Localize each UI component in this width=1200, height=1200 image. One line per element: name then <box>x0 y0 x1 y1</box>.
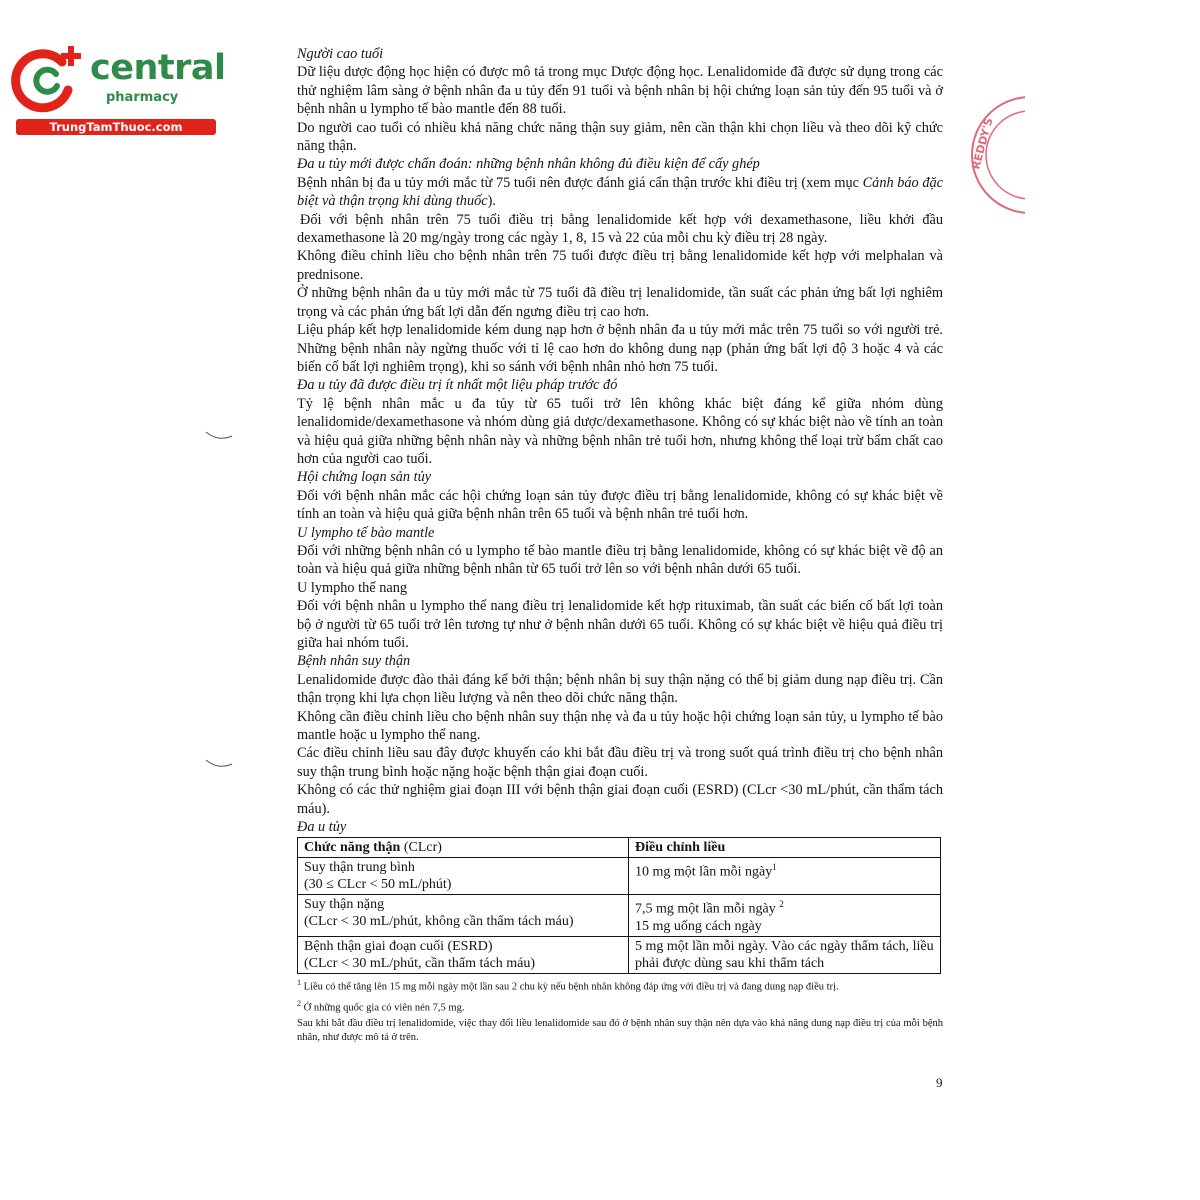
dose-adjustment-table <box>297 837 941 974</box>
footnote: $^2$ Ở những quốc gia có viên nén 7,5 mg. <box>297 998 465 1014</box>
logo-wordmark: central <box>90 48 226 88</box>
paragraph: Ở những bệnh nhân đa u tủy mới mắc từ 75 tuổi đã điều trị lenalidomide, tần suất các phản ứng bất lợi nghiêm trọng và các phản ứng bất lợi dẫn đến ngưng điều trị cao hơn. <box>297 285 943 320</box>
margin-mark <box>204 430 234 442</box>
table-row <box>298 858 941 895</box>
paragraph: Đối với bệnh nhân trên 75 tuổi điều trị bằng lenalidomide kết hợp với dexamethasone, liều khởi đầu dexamethasone là 20 mg/ngày trong các ngày 1, 8, 15 và 22 của mỗi chu kỳ điều trị 28 ngày. <box>297 211 943 247</box>
table-cell: Suy thận nặng (CLcr < 30 mL/phút, không cần thẩm tách máu) <box>298 895 629 937</box>
table-caption: Đa u tủy <box>297 819 347 836</box>
logo-url-banner[interactable]: TrungTamThuoc.com <box>16 119 216 135</box>
paragraph: Đối với bệnh nhân mắc các hội chứng loạn sản tủy được điều trị bằng lenalidomide, không có sự khác biệt về tính an toàn và hiệu quả giữa bệnh nhân trên 65 tuổi và bệnh nhân trẻ tuổi hơn. <box>297 487 943 523</box>
footnote: $^1$ Liều có thể tăng lên 15 mg mỗi ngày một lần sau 2 chu kỳ nếu bệnh nhân không đáp ứng với điều trị và đang dung nạp điều trị. <box>297 978 839 993</box>
logo-subtitle: pharmacy <box>106 90 179 105</box>
margin-mark <box>204 758 234 770</box>
page-number: 9 <box>936 1075 943 1090</box>
table-cell: Suy thận trung bình (30 ≤ CLcr < 50 mL/phút) <box>298 858 629 895</box>
pharmacy-cross-icon <box>10 38 90 118</box>
document-body <box>297 45 943 1047</box>
column-header: Điều chỉnh liều <box>629 838 941 858</box>
paragraph: Tỷ lệ bệnh nhân mắc u đa tủy từ 65 tuổi trở lên không khác biệt đáng kể giữa nhóm dùng lenalidomide/dexamethasone và nhóm dùng giả dược/dexamethasone. Không có sự khác biệt nào về tính an toàn và hiệu quả giữa những bệnh nhân này và những bệnh nhân trẻ tuổi hơn, nhưng không thể loại trừ bẩm chất cao hơn của người cao tuổi. <box>297 395 943 467</box>
paragraph: Không cần điều chỉnh liều cho bệnh nhân suy thận nhẹ và đa u tủy hoặc hội chứng loạn sản tủy, u lympho tế bào mantle hoặc u lympho thể nang. <box>297 708 943 744</box>
pharmacy-logo <box>10 38 226 138</box>
section-heading: Người cao tuổi <box>297 46 384 62</box>
paragraph: Không điều chỉnh liều cho bệnh nhân trên 75 tuổi được điều trị bằng lenalidomide kết hợp với melphalan và prednisone. <box>297 248 943 283</box>
table-cell: 5 mg một lần mỗi ngày. Vào các ngày thẩm tách, liều phải được dùng sau khi thẩm tách <box>629 937 941 974</box>
section-heading: Đa u tủy đã được điều trị ít nhất một liệu pháp trước đó <box>297 377 618 394</box>
table-row <box>298 895 941 937</box>
section-heading: U lympho thể nang <box>297 579 407 596</box>
paragraph: Liệu pháp kết hợp lenalidomide kém dung nạp hơn ở bệnh nhân đa u tủy mới mắc trên 75 tuổi so với người trẻ. Những bệnh nhân này ngừng thuốc với tỉ lệ cao hơn do không dung nạp (phản ứng bất lợi độ 3 hoặc 4 và các biến cố bất lợi nghiêm trọng), khi so sánh với bệnh nhân nhỏ hơn 75 tuổi. <box>297 322 943 375</box>
company-stamp <box>955 90 1025 220</box>
table-cell: Bệnh thận giai đoạn cuối (ESRD) (CLcr < 30 mL/phút, cần thẩm tách máu) <box>298 937 629 974</box>
footnotes <box>297 976 943 1045</box>
paragraph: Các điều chỉnh liều sau đây được khuyến cáo khi bắt đầu điều trị và trong suốt quá trình điều trị cho bệnh nhân suy thận trung bình hoặc nặng hoặc bệnh thận giai đoạn cuối. <box>297 745 943 780</box>
column-header: Chức năng thận (CLcr) <box>298 838 629 858</box>
stamp-text: REDDY'S <box>969 116 996 171</box>
footnote: Sau khi bắt đầu điều trị lenalidomide, việc thay đổi liều lenalidomide sau đó ở bệnh nhân suy thận nên dựa vào khả năng dung nạp điều trị của mỗi bệnh nhân, như được mô tả ở trên. <box>297 1018 943 1044</box>
table-cell: 10 mg một lần mỗi ngày$^1$ <box>629 858 941 895</box>
table-cell: 7,5 mg một lần mỗi ngày $^2$ 15 mg uống cách ngày <box>629 895 941 937</box>
section-heading: U lympho tế bào mantle <box>297 524 435 541</box>
cross-reference: Cảnh báo đặc biệt và thận trọng khi dùng thuốc <box>297 174 943 210</box>
paragraph: Đối với bệnh nhân u lympho thể nang điều trị lenalidomide kết hợp rituximab, tần suất các biến cố bất lợi toàn bộ ở người từ 65 tuổi trở lên tương tự như ở bệnh nhân dưới 65 tuổi. Không có sự khác biệt về hiệu quả điều trị giữa hai nhóm tuổi. <box>297 598 943 651</box>
paragraph: Không có các thử nghiệm giai đoạn III với bệnh thận giai đoạn cuối (ESRD) (CLcr <30 mL/phút, cần thẩm tách máu). <box>297 782 943 817</box>
paragraph: Dữ liệu dược động học hiện có được mô tả trong mục Dược động học. Lenalidomide đã được sử dụng trong các thử nghiệm lâm sàng ở bệnh nhân đa u tủy đến 91 tuổi và bệnh nhân bị hội chứng loạn sản tủy đến 95 tuổi và ở bệnh nhân u lympho tế bào mantle đến 88 tuổi. <box>297 64 943 118</box>
section-heading: Hội chứng loạn sản tủy <box>297 469 432 486</box>
paragraph: Lenalidomide được đào thải đáng kể bởi thận; bệnh nhân bị suy thận nặng có thể bị giảm dung nạp điều trị. Cần thận trọng khi lựa chọn liều lượng và nên theo dõi chức năng thận. <box>297 671 943 707</box>
paragraph: Bệnh nhân bị đa u tủy mới mắc từ 75 tuổi nên được đánh giá cẩn thận trước khi điều trị (xem mục Cảnh báo đặc biệt và thận trọng khi dùng thuốc). <box>297 174 943 210</box>
section-heading: Bệnh nhân suy thận <box>297 653 411 670</box>
paragraph: Đối với những bệnh nhân có u lympho tế bào mantle điều trị bằng lenalidomide, không có sự khác biệt về độ an toàn và hiệu quả giữa những bệnh nhân từ 65 tuổi trở lên so với bệnh nhân dưới 65 tuổi. <box>297 542 943 578</box>
section-heading: Đa u tủy mới được chẩn đoán: những bệnh nhân không đủ điều kiện để cấy ghép <box>297 156 760 173</box>
table-row <box>298 937 941 974</box>
table-header-row <box>298 838 941 858</box>
paragraph: Do người cao tuổi có nhiều khả năng chức năng thận suy giảm, nên cần thận khi chọn liều và theo dõi kỹ chức năng thận. <box>297 119 943 155</box>
